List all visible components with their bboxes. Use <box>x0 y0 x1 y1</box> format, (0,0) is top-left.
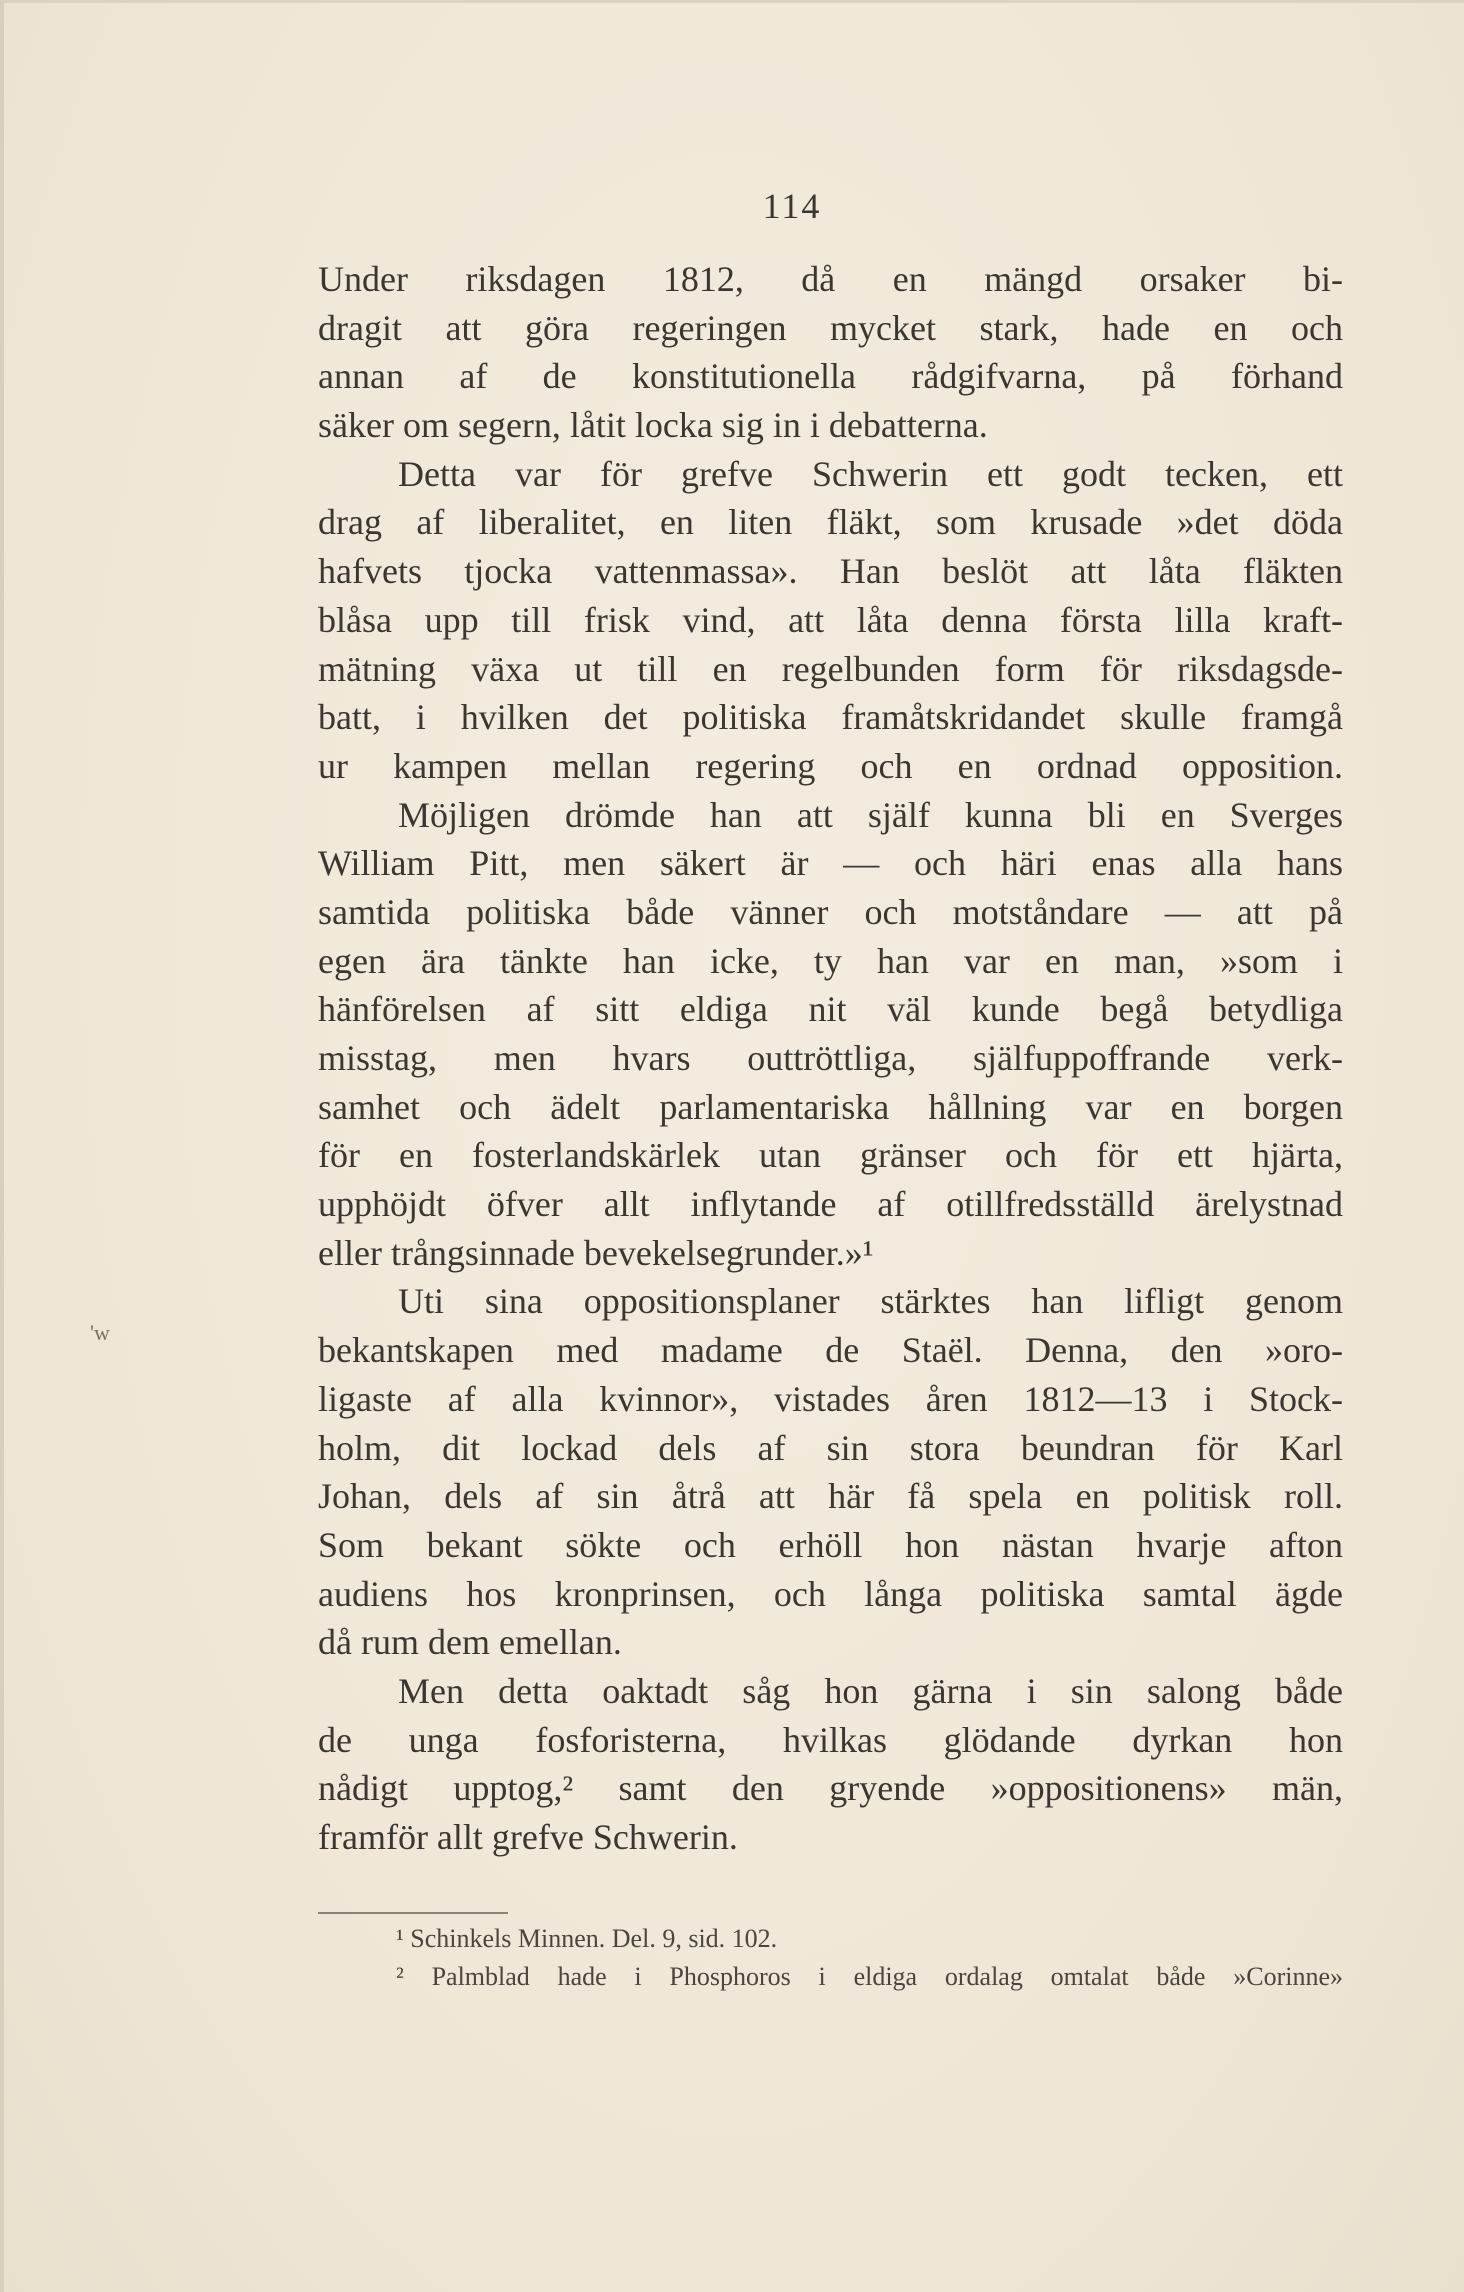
text-line: holm, dit lockad dels af sin stora beundran för Karl <box>318 1427 1343 1468</box>
text-line: bekantskapen med madame de Staël. Denna, den »oro- <box>318 1330 1343 1371</box>
text-line: William Pitt, men säkert är — och häri enas alla hans <box>318 843 1343 884</box>
text-line: de unga fosforisterna, hvilkas glödande dyrkan hon <box>318 1719 1343 1760</box>
text-line: Detta var för grefve Schwerin ett godt tecken, ett <box>398 453 1343 494</box>
text-line: misstag, men hvars outtröttliga, själfuppoffrande verk- <box>318 1038 1343 1078</box>
text-line: samtida politiska både vänner och motståndare — att på <box>318 891 1343 932</box>
text-line: hänförelsen af sitt eldiga nit väl kunde begå betydliga <box>318 989 1343 1030</box>
text-line: blåsa upp till frisk vind, att låta denna första lilla kraft- <box>318 599 1343 640</box>
text-line: ligaste af alla kvinnor», vistades åren 1812—13 i Stock- <box>318 1378 1343 1419</box>
footnote-1: ¹ Schinkels Minnen. Del. 9, sid. 102. <box>396 1924 778 1953</box>
body-text <box>318 255 1343 1862</box>
text-line: dragit att göra regeringen mycket stark, hade en och <box>318 307 1343 348</box>
text-line: framför allt grefve Schwerin. <box>318 1817 738 1857</box>
text-line: egen ära tänkte han icke, ty han var en man, »som i <box>318 940 1343 981</box>
text-line: upphöjdt öfver allt inflytande af otillfredsställd ärelystnad <box>318 1184 1343 1225</box>
text-line: Johan, dels af sin åtrå att här få spela en politisk roll. <box>318 1476 1343 1517</box>
text-line: mätning växa ut till en regelbunden form för riksdagsde- <box>318 648 1343 689</box>
text-line: annan af de konstitutionella rådgifvarna, på förhand <box>318 356 1343 397</box>
text-line: hafvets tjocka vattenmassa». Han beslöt att låta fläkten <box>318 551 1343 592</box>
text-line: eller trångsinnade bevekelsegrunder.»¹ <box>318 1232 874 1273</box>
footnote-2: ² Palmblad hade i Phosphoros i eldiga ordalag omtalat både »Corinne» <box>396 1962 1343 1991</box>
text-line: då rum dem emellan. <box>318 1622 622 1663</box>
margin-mark: 'w <box>90 1320 110 1345</box>
footnotes <box>318 1920 1343 1996</box>
text-line: audiens hos kronprinsen, och långa politiska samtal ägde <box>318 1573 1343 1614</box>
footnote-divider <box>318 1912 508 1914</box>
text-line: ur kampen mellan regering och en ordnad opposition. <box>318 745 1343 786</box>
text-line: drag af liberalitet, en liten fläkt, som krusade »det döda <box>318 502 1343 543</box>
text-line: Under riksdagen 1812, då en mängd orsaker bi- <box>318 259 1343 299</box>
page-left-edge <box>0 0 4 2292</box>
text-line: Uti sina oppositionsplaner stärktes han lifligt genom <box>398 1281 1343 1322</box>
text-line: Men detta oaktadt såg hon gärna i sin salong både <box>398 1670 1343 1711</box>
text-line: nådigt upptog,² samt den gryende »oppositionens» män, <box>318 1768 1343 1809</box>
text-line: säker om segern, låtit locka sig in i debatterna. <box>318 405 988 446</box>
page-number: 114 <box>762 186 822 226</box>
text-line: batt, i hvilken det politiska framåtskridandet skulle framgå <box>318 697 1343 738</box>
page-top-edge <box>0 0 1464 3</box>
text-line: Som bekant sökte och erhöll hon nästan hvarje afton <box>318 1524 1343 1565</box>
text-line: för en fosterlandskärlek utan gränser och för ett hjärta, <box>318 1135 1343 1176</box>
text-line: Möjligen drömde han att själf kunna bli en Sverges <box>398 794 1343 835</box>
text-line: samhet och ädelt parlamentariska hållning var en borgen <box>318 1086 1343 1127</box>
